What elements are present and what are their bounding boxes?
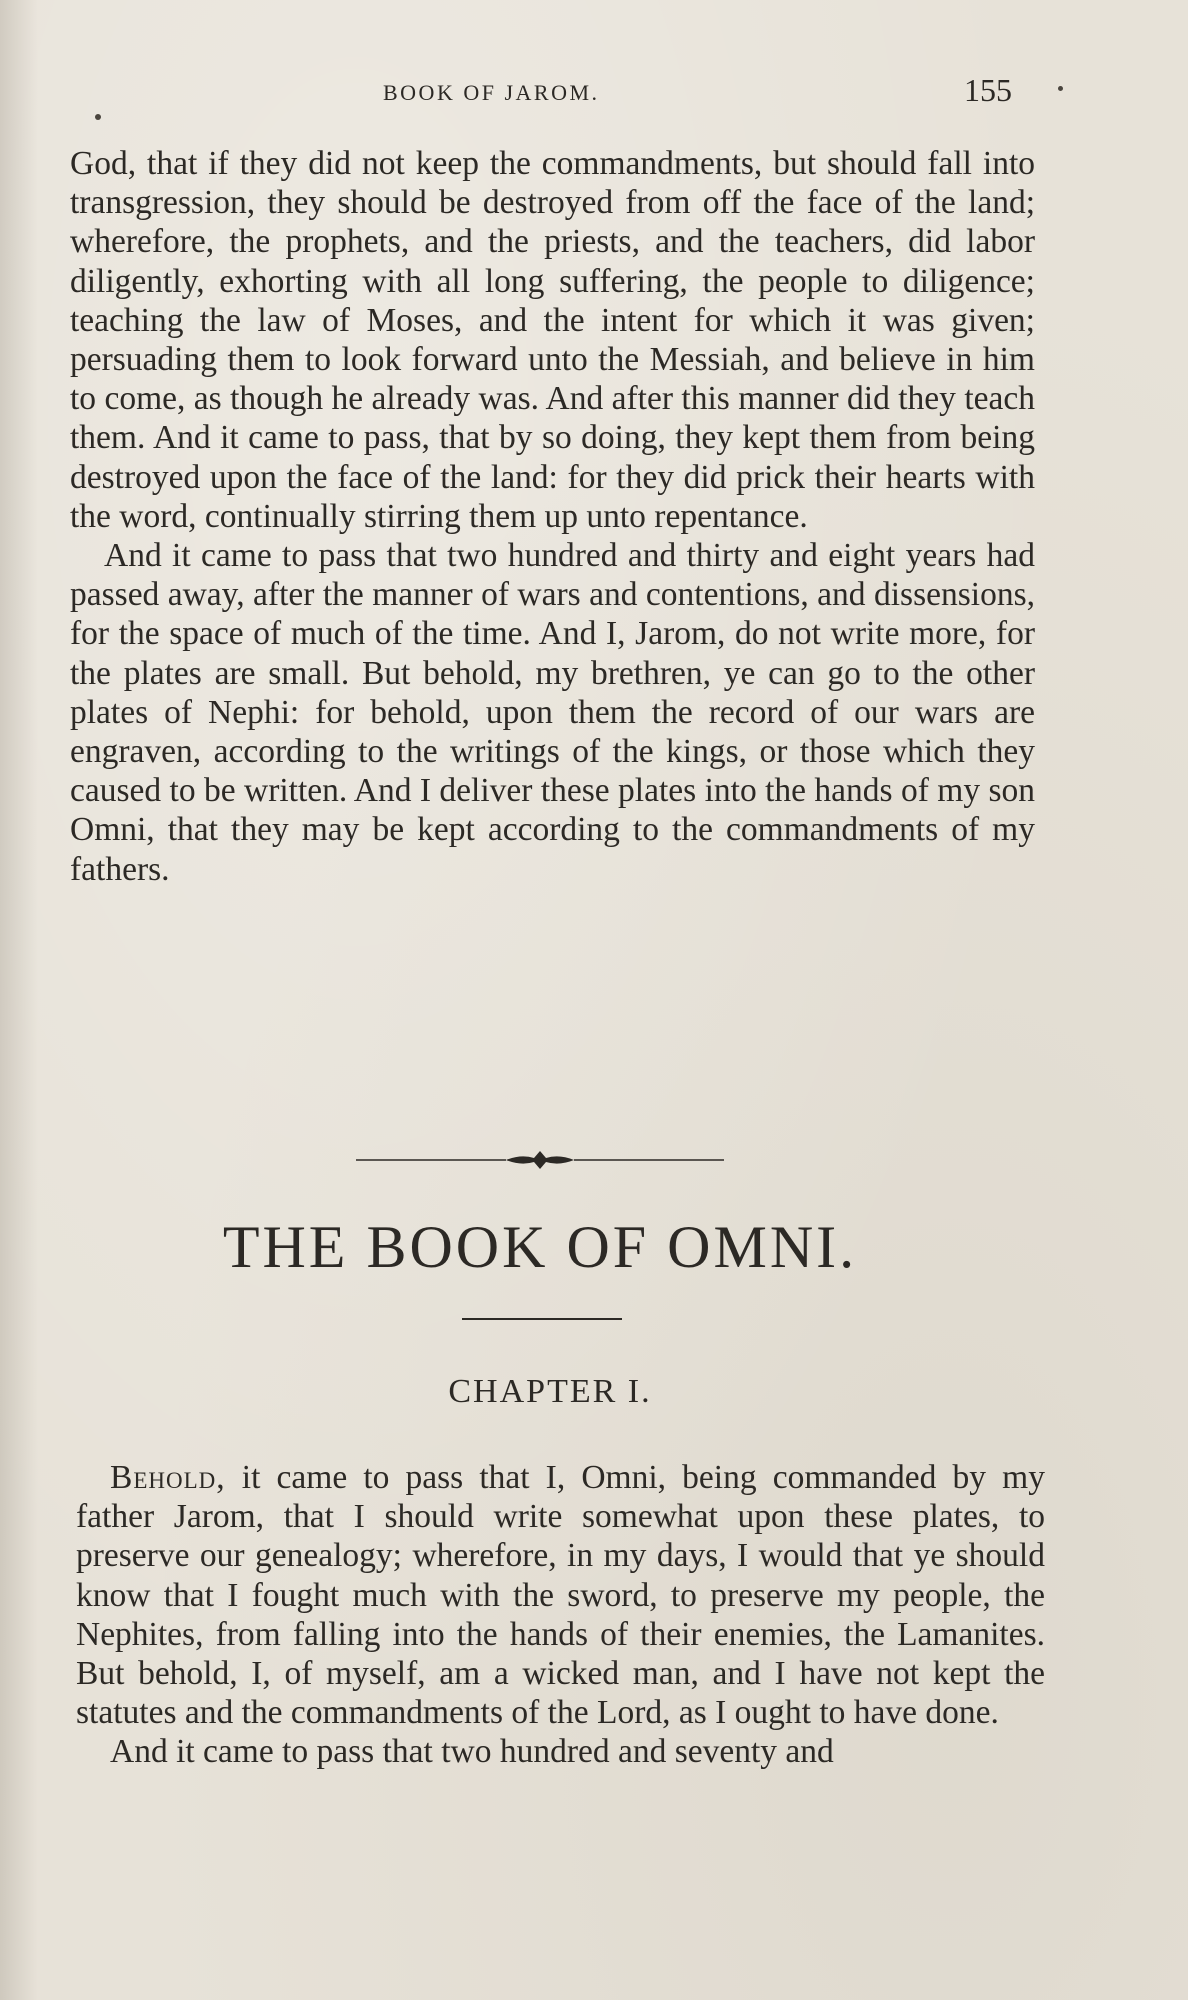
- omni-paragraph-1: [76, 1458, 1045, 1732]
- section-divider-ornament: [356, 1148, 724, 1172]
- heading-rule: [462, 1318, 622, 1320]
- ink-speck: [95, 114, 101, 120]
- ink-speck: [1058, 86, 1063, 91]
- chapter-heading: CHAPTER I.: [448, 1373, 652, 1410]
- omni-text-block: [76, 1458, 1045, 1772]
- running-head: [0, 72, 1188, 112]
- opening-word: Behold,: [110, 1459, 226, 1496]
- jarom-text-block: [70, 144, 1035, 889]
- omni-paragraph-2: And it came to pass that two hundred and seventy and: [110, 1733, 834, 1771]
- jarom-paragraph-1: God, that if they did not keep the commandments, but should fall into transgression, they should be destroyed from off the face of the land; wherefore, the prophets, and the priests, and the teachers, did labor diligently, exhorting with all long suffering, the people to diligence; teaching the law of Moses, and the intent for which it was given; persuading them to look forward unto the Messiah, and believe in him to come, as though he already was. And after this manner did they teach them. And it came to pass, that by so doing, they kept them from being destroyed upon the face of the land: for they did prick their hearts with the word, continually stirring them up unto repentance.: [70, 145, 1035, 535]
- book-title: THE BOOK OF OMNI.: [222, 1214, 858, 1280]
- running-title: BOOK OF JAROM.: [383, 80, 600, 105]
- page-number: 155: [964, 72, 1012, 108]
- omni-paragraph-1-text: it came to pass that I, Omni, being commanded by my father Jarom, that I should write somewhat upon these plates, to preserve our genealogy; wherefore, in my days, I would that ye should know that I fought much with the sword, to preserve my people, the Nephites, from falling into the hands of their enemies, the Lamanites. But behold, I, of myself, am a wicked man, and I have not kept the statutes and the commandments of the Lord, as I ought to have done.: [76, 1459, 1045, 1732]
- jarom-paragraph-2: And it came to pass that two hundred and thirty and eight years had passed away, after the manner of wars and contentions, and dissensions, for the space of much of the time. And I, Jarom, do not write more, for the plates are small. But behold, my brethren, ye can go to the other plates of Nephi: for behold, upon them the record of our wars are engraven, according to the writings of the kings, or those which they caused to be written. And I deliver these plates into the hands of my son Omni, that they may be kept according to the commandments of my fathers.: [70, 537, 1035, 888]
